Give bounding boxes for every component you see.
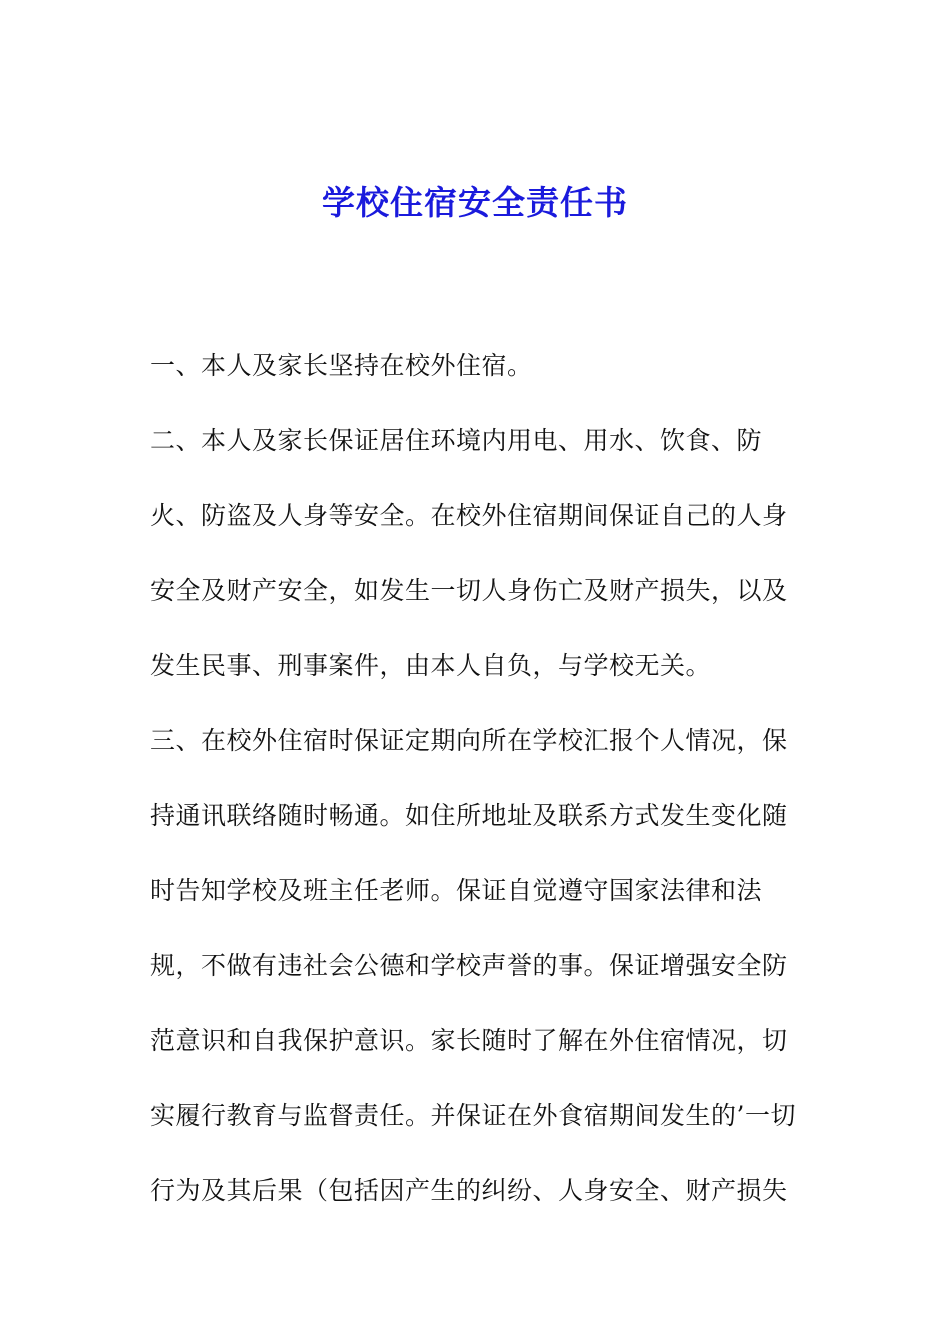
text-line: 持通讯联络随时畅通。如住所地址及联系方式发生变化随 <box>150 801 788 830</box>
text-line: 火、防盗及人身等安全。在校外住宿期间保证自己的人身 <box>150 501 788 530</box>
text-line: 实履行教育与监督责任。并保证在外食宿期间发生的’一切 <box>150 1101 796 1130</box>
text-line: 发生民事、刑事案件，由本人自负，与学校无关。 <box>150 651 712 680</box>
text-line: 范意识和自我保护意识。家长随时了解在外住宿情况，切 <box>150 1026 788 1055</box>
document-title: 学校住宿安全责任书 <box>322 183 628 222</box>
text-line: 规，不做有违社会公德和学校声誉的事。保证增强安全防 <box>150 951 788 980</box>
text-line: 安全及财产安全，如发生一切人身伤亡及财产损失，以及 <box>150 576 788 605</box>
text-line: 三、在校外住宿时保证定期向所在学校汇报个人情况，保 <box>150 726 788 755</box>
text-line: 一、本人及家长坚持在校外住宿。 <box>150 351 533 380</box>
document-body <box>150 328 810 1228</box>
text-line: 二、本人及家长保证居住环境内用电、用水、饮食、防 <box>150 426 763 455</box>
text-line: 时告知学校及班主任老师。保证自觉遵守国家法律和法 <box>150 876 763 905</box>
text-line: 行为及其后果（包括因产生的纠纷、人身安全、财产损失 <box>150 1176 788 1205</box>
